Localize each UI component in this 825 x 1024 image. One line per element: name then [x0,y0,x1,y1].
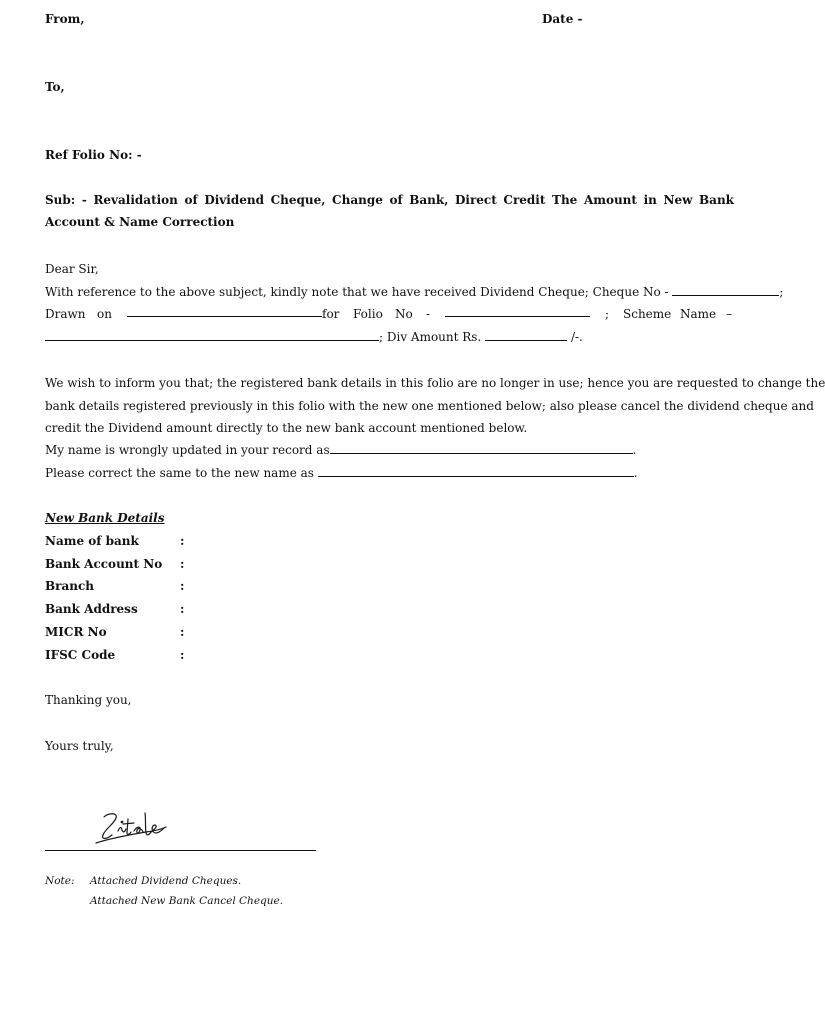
folio-word: Folio [353,307,383,321]
note-item-2: Attached New Bank Cancel Cheque. [90,895,284,907]
thanking-you: Thanking you, [45,693,132,707]
no-word: No [395,307,413,321]
wrong-name-period: . [632,443,637,457]
scheme-word: Scheme [623,307,672,321]
name-word: Name [680,307,717,321]
ifsc-label: IFSC Code [45,648,116,662]
para2-line2: bank details registered previously in this folio with the new one mentioned below; also please cancel the dividend cheque and [45,399,814,413]
note-label: Note: [45,875,75,887]
bank-name-colon: : [180,534,185,548]
bank-account-label: Bank Account No [45,557,163,571]
branch-colon: : [180,579,185,593]
correct-name-line [45,466,734,480]
wrong-name-text: My name is wrongly updated in your record as [45,443,330,457]
note-item-1: Attached Dividend Cheques. [90,875,242,887]
para1-line3 [45,330,734,344]
para1-line1-text: With reference to the above subject, kindly note that we have received Dividend Cheque; Cheque No - [45,285,669,299]
dash-word: - [426,307,431,321]
micr-label: MICR No [45,625,107,639]
para1-line1 [45,285,784,299]
ifsc-colon: : [180,648,185,662]
new-bank-details-heading: New Bank Details [45,511,165,525]
correct-name-text: Please correct the same to the new name as [45,466,314,480]
correct-name-period: . [633,466,638,480]
wrong-name-line [45,443,734,457]
micr-colon: : [180,625,185,639]
div-amount-blank [485,331,567,341]
endash-word: – [726,307,732,321]
para2-line3: credit the Dividend amount directly to the new bank account mentioned below. [45,421,528,435]
for-word: for [322,307,340,321]
subject-line: Sub: - Revalidation of Dividend Cheque, Change of Bank, Direct Credit The Amount in New Bank Account & Name Correction [45,193,734,229]
para1-line3-end: /-. [570,330,583,344]
drawn-on-blank [127,307,322,317]
para2-line1: We wish to inform you that; the registered bank details in this folio are no longer in use; hence you are requested to change the [45,376,825,390]
bank-name-label: Name of bank [45,534,139,548]
bank-address-label: Bank Address [45,602,138,616]
cheque-no-blank [672,286,779,296]
on-word: on [97,307,112,321]
yours-truly: Yours truly, [45,739,114,753]
signature-image [88,805,174,849]
wrong-name-blank [330,444,633,454]
semicolon: ; [605,307,610,321]
scheme-name-blank [45,331,379,341]
branch-label: Branch [45,579,94,593]
div-amount-label: ; Div Amount Rs. [379,330,482,344]
ref-folio-label: Ref Folio No: - [45,148,142,162]
correct-name-blank [318,467,634,477]
to-label: To, [45,80,65,94]
folio-no-blank [445,307,590,317]
salutation: Dear Sir, [45,262,99,276]
drawn-word: Drawn [45,307,86,321]
para1-line1-end: ; [779,285,784,299]
bank-address-colon: : [180,602,185,616]
date-label: Date - [542,12,583,26]
bank-account-colon: : [180,557,185,571]
signature-line [45,850,316,851]
from-label: From, [45,12,85,26]
